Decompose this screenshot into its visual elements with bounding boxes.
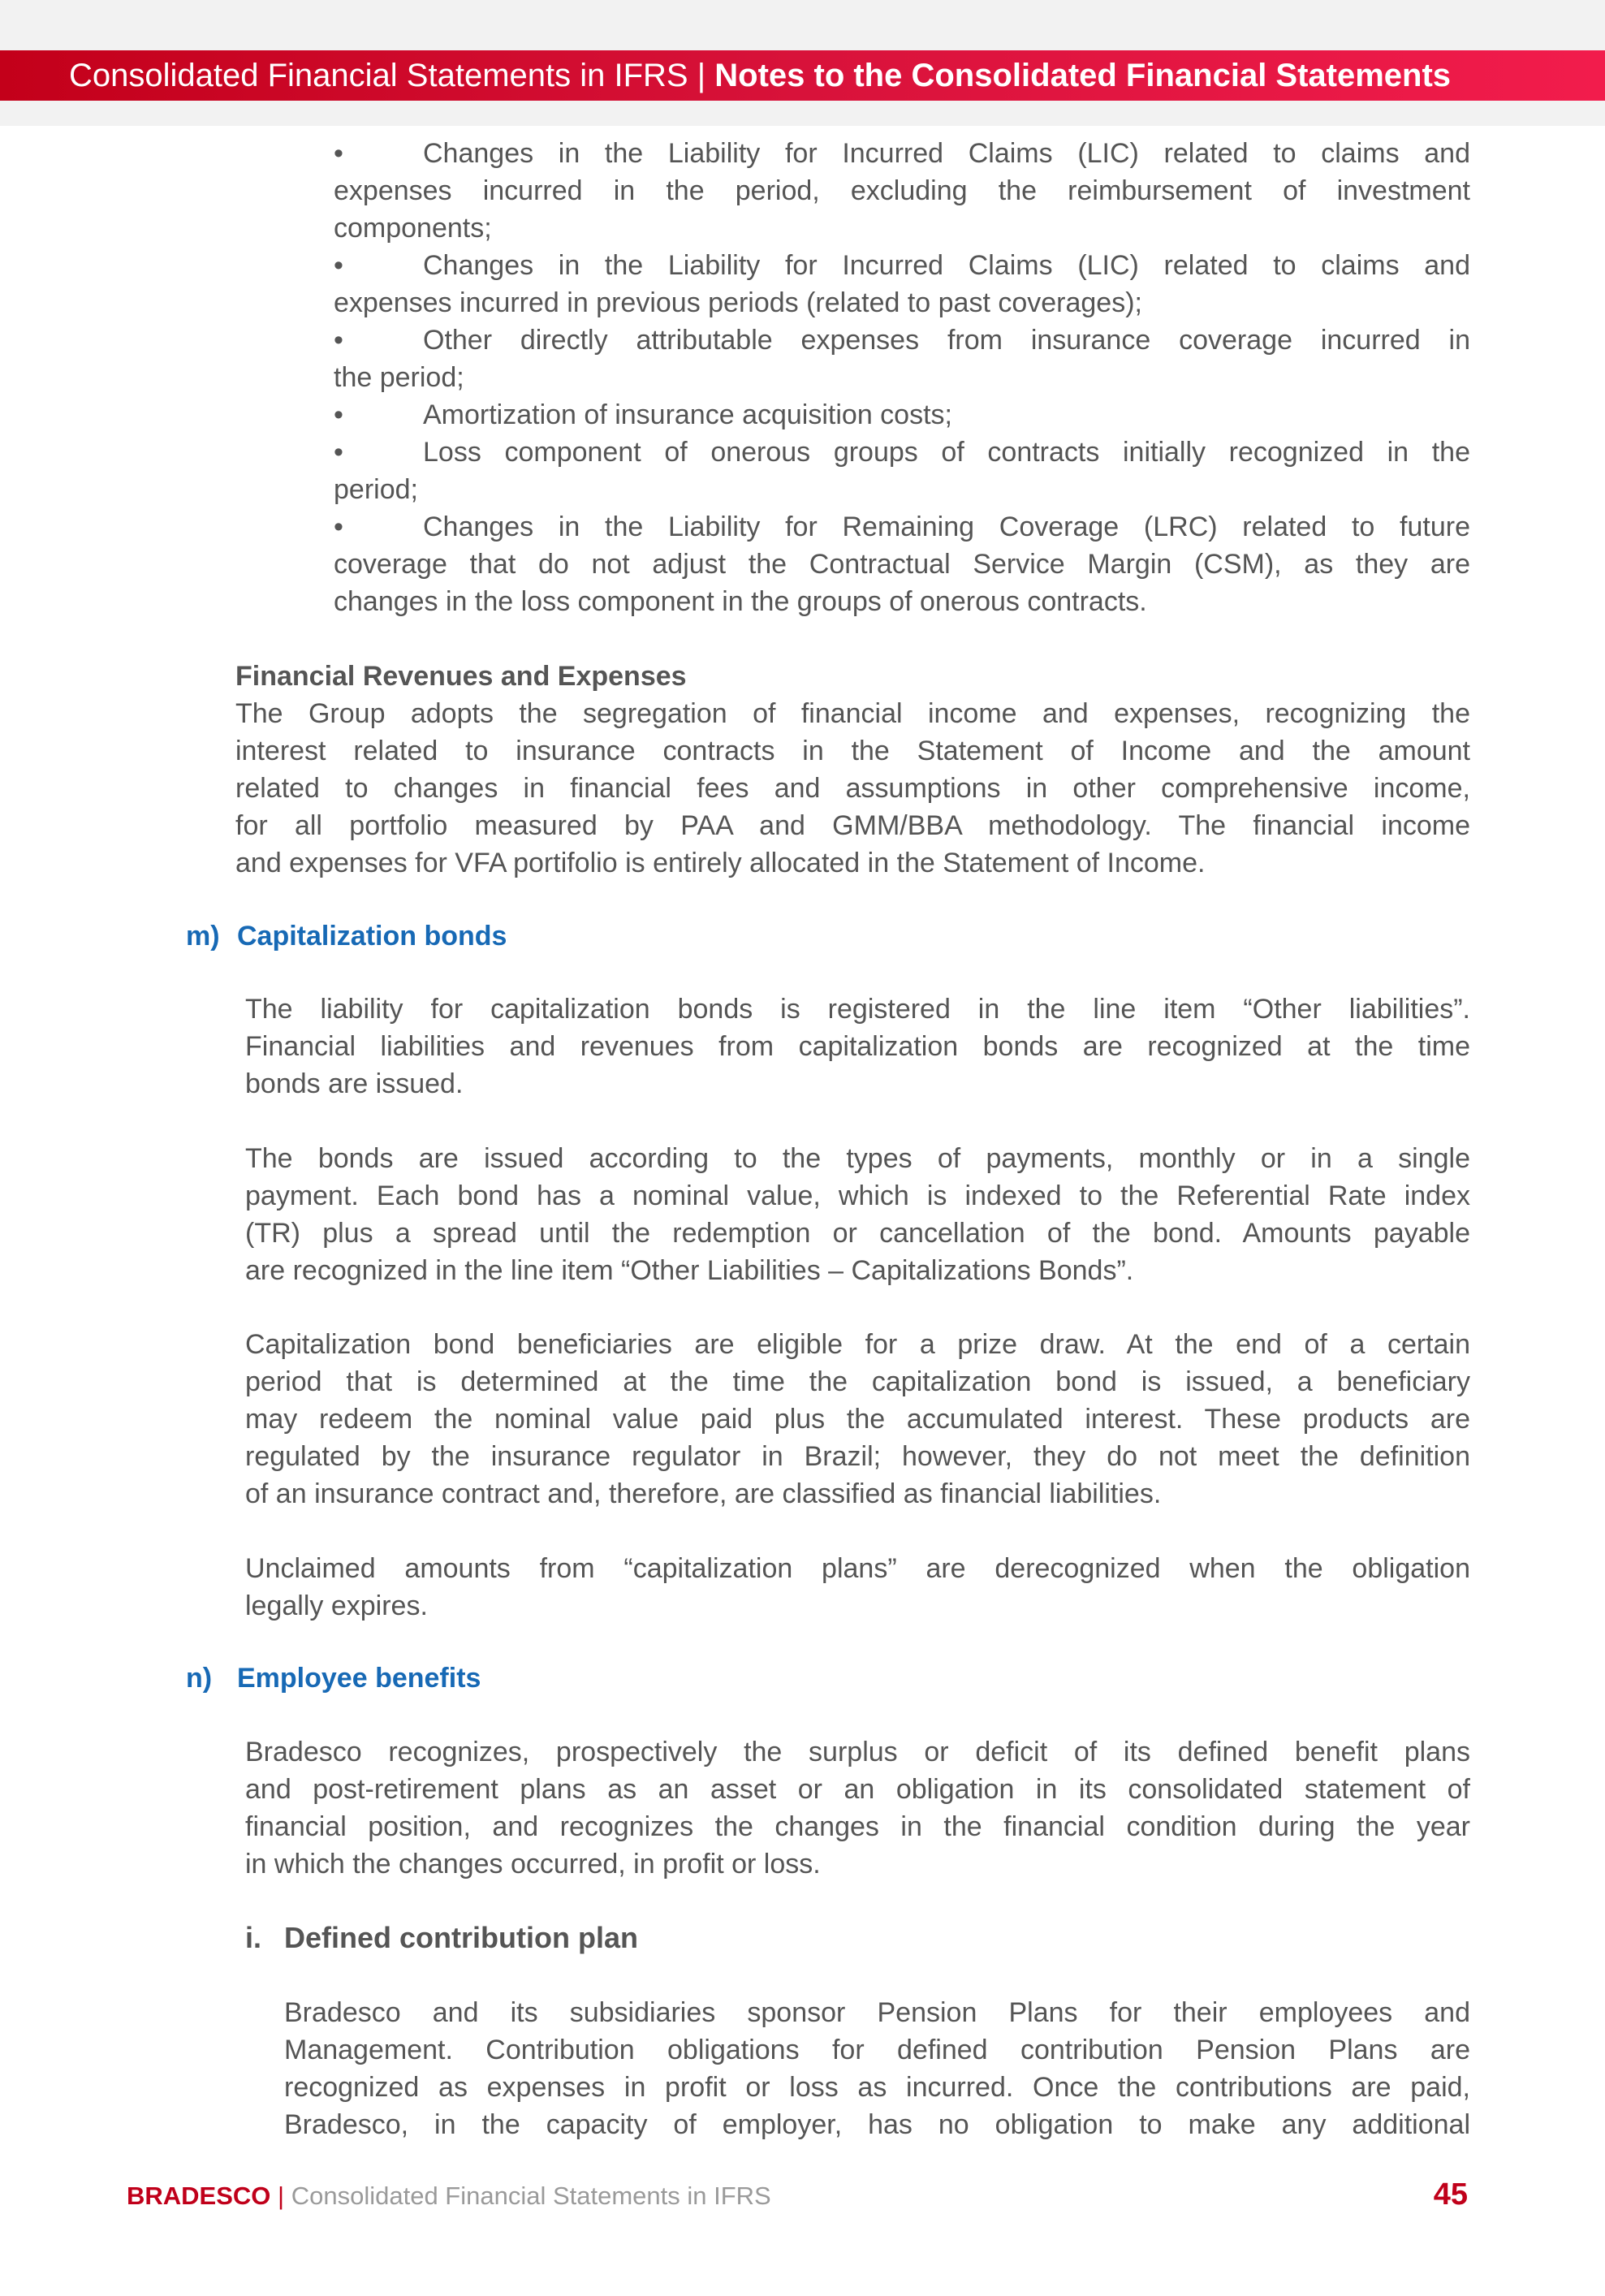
- text-line: are recognized in the line item “Other Liabilities – Capitalizations Bonds”.: [245, 1255, 1134, 1286]
- section-letter: m): [186, 921, 220, 952]
- text-line: changes in the loss component in the groups of onerous contracts.: [334, 586, 1147, 617]
- text-line: Financial liabilities and revenues from capitalization bonds are recognized at the time: [245, 1031, 1470, 1062]
- subsection-title: Defined contribution plan: [284, 1921, 638, 1954]
- paragraph: [245, 990, 1470, 1103]
- text-line: of an insurance contract and, therefore, are classified as financial liabilities.: [245, 1478, 1162, 1509]
- header-separator: |: [697, 58, 706, 93]
- paragraph: [245, 1733, 1470, 1883]
- financial-revenues-section: [235, 658, 1470, 882]
- text-line: Bradesco and its subsidiaries sponsor Pension Plans for their employees and: [284, 1997, 1470, 2028]
- text-line: related to changes in financial fees and assumptions in other comprehensive income,: [235, 773, 1470, 804]
- section-title: Employee benefits: [237, 1663, 481, 1694]
- text-line: the period;: [334, 362, 464, 393]
- bullet-icon: •: [334, 250, 343, 281]
- text-line: interest related to insurance contracts in the Statement of Income and the amount: [235, 736, 1470, 766]
- page-header-band: [0, 50, 1605, 101]
- text-line: for all portfolio measured by PAA and GMM/BBA methodology. The financial income: [235, 810, 1470, 841]
- bullet-list: [334, 135, 1470, 620]
- text-line: financial position, and recognizes the changes in the financial condition during the year: [245, 1811, 1470, 1842]
- text-line: recognized as expenses in profit or loss as incurred. Once the contributions are paid,: [284, 2072, 1470, 2103]
- text-line: legally expires.: [245, 1590, 428, 1621]
- text-line: coverage that do not adjust the Contractual Service Margin (CSM), as they are: [334, 549, 1470, 580]
- page-footer: [127, 2177, 771, 2215]
- header-title: [69, 58, 1451, 93]
- text-line: period;: [334, 474, 418, 505]
- section-m-heading: [186, 917, 507, 955]
- text-line: components;: [334, 213, 492, 244]
- text-line: bonds are issued.: [245, 1068, 464, 1099]
- text-line: regulated by the insurance regulator in Brazil; however, they do not meet the definition: [245, 1441, 1470, 1472]
- paragraph: [245, 1140, 1470, 1289]
- paragraph: [245, 1550, 1470, 1625]
- bullet-icon: •: [334, 138, 343, 169]
- text-line: Unclaimed amounts from “capitalization plans” are derecognized when the obligation: [245, 1553, 1470, 1584]
- bullet-icon: •: [334, 437, 343, 468]
- text-line: Other directly attributable expenses from insurance coverage incurred in: [423, 325, 1470, 356]
- footer-separator: |: [278, 2182, 285, 2210]
- text-line: Loss component of onerous groups of contracts initially recognized in the: [423, 437, 1470, 468]
- bullet-item: [334, 508, 1470, 620]
- bullet-item: [334, 396, 1470, 434]
- bullet-icon: •: [334, 325, 343, 356]
- financial-heading: Financial Revenues and Expenses: [235, 661, 687, 692]
- text-line: Bradesco recognizes, prospectively the surplus or deficit of its defined benefit plans: [245, 1737, 1470, 1767]
- text-line: period that is determined at the time the capitalization bond is issued, a beneficiary: [245, 1366, 1470, 1397]
- footer-text: Consolidated Financial Statements in IFRS: [291, 2182, 771, 2210]
- section-title: Capitalization bonds: [237, 921, 507, 952]
- text-line: payment. Each bond has a nominal value, which is indexed to the Referential Rate index: [245, 1180, 1470, 1211]
- subsection-numeral: i.: [245, 1921, 262, 1954]
- bullet-item: [334, 322, 1470, 396]
- text-line: Capitalization bond beneficiaries are eligible for a prize draw. At the end of a certain: [245, 1329, 1470, 1360]
- text-line: Bradesco, in the capacity of employer, has no obligation to make any additional: [284, 2109, 1470, 2140]
- text-line: expenses incurred in the period, excluding the reimbursement of investment: [334, 175, 1470, 206]
- text-line: Amortization of insurance acquisition costs;: [423, 399, 952, 430]
- text-line: expenses incurred in previous periods (related to past coverages);: [334, 287, 1142, 318]
- paragraph: [245, 1326, 1470, 1513]
- page-number: 45: [1433, 2177, 1468, 2212]
- text-line: Management. Contribution obligations for defined contribution Pension Plans are: [284, 2035, 1470, 2065]
- bullet-item: [334, 135, 1470, 247]
- header-left: Consolidated Financial Statements in IFRS: [69, 58, 688, 93]
- text-line: (TR) plus a spread until the redemption or cancellation of the bond. Amounts payable: [245, 1218, 1470, 1249]
- text-line: and post-retirement plans as an asset or an obligation in its consolidated statement of: [245, 1774, 1470, 1805]
- text-line: Changes in the Liability for Incurred Claims (LIC) related to claims and: [423, 250, 1470, 281]
- section-n-heading: [186, 1659, 481, 1697]
- bullet-item: [334, 247, 1470, 322]
- text-line: Changes in the Liability for Incurred Claims (LIC) related to claims and: [423, 138, 1470, 169]
- text-line: may redeem the nominal value paid plus the accumulated interest. These products are: [245, 1404, 1470, 1435]
- brand-logo-text: BRADESCO: [127, 2182, 271, 2210]
- text-line: The bonds are issued according to the types of payments, monthly or in a single: [245, 1143, 1470, 1174]
- subsection-heading: [245, 1919, 732, 1957]
- bullet-icon: •: [334, 511, 343, 542]
- paragraph: [284, 1994, 1470, 2143]
- text-line: and expenses for VFA portifolio is entirely allocated in the Statement of Income.: [235, 848, 1206, 878]
- bullet-item: [334, 434, 1470, 508]
- text-line: Changes in the Liability for Remaining Coverage (LRC) related to future: [423, 511, 1470, 542]
- header-right: Notes to the Consolidated Financial Statements: [714, 58, 1452, 93]
- section-letter: n): [186, 1663, 213, 1694]
- bullet-icon: •: [334, 399, 343, 430]
- text-line: The Group adopts the segregation of financial income and expenses, recognizing the: [235, 698, 1470, 729]
- text-line: The liability for capitalization bonds is registered in the line item “Other liabilities”.: [245, 994, 1470, 1025]
- financial-paragraph: [235, 695, 1470, 882]
- text-line: in which the changes occurred, in profit or loss.: [245, 1849, 821, 1880]
